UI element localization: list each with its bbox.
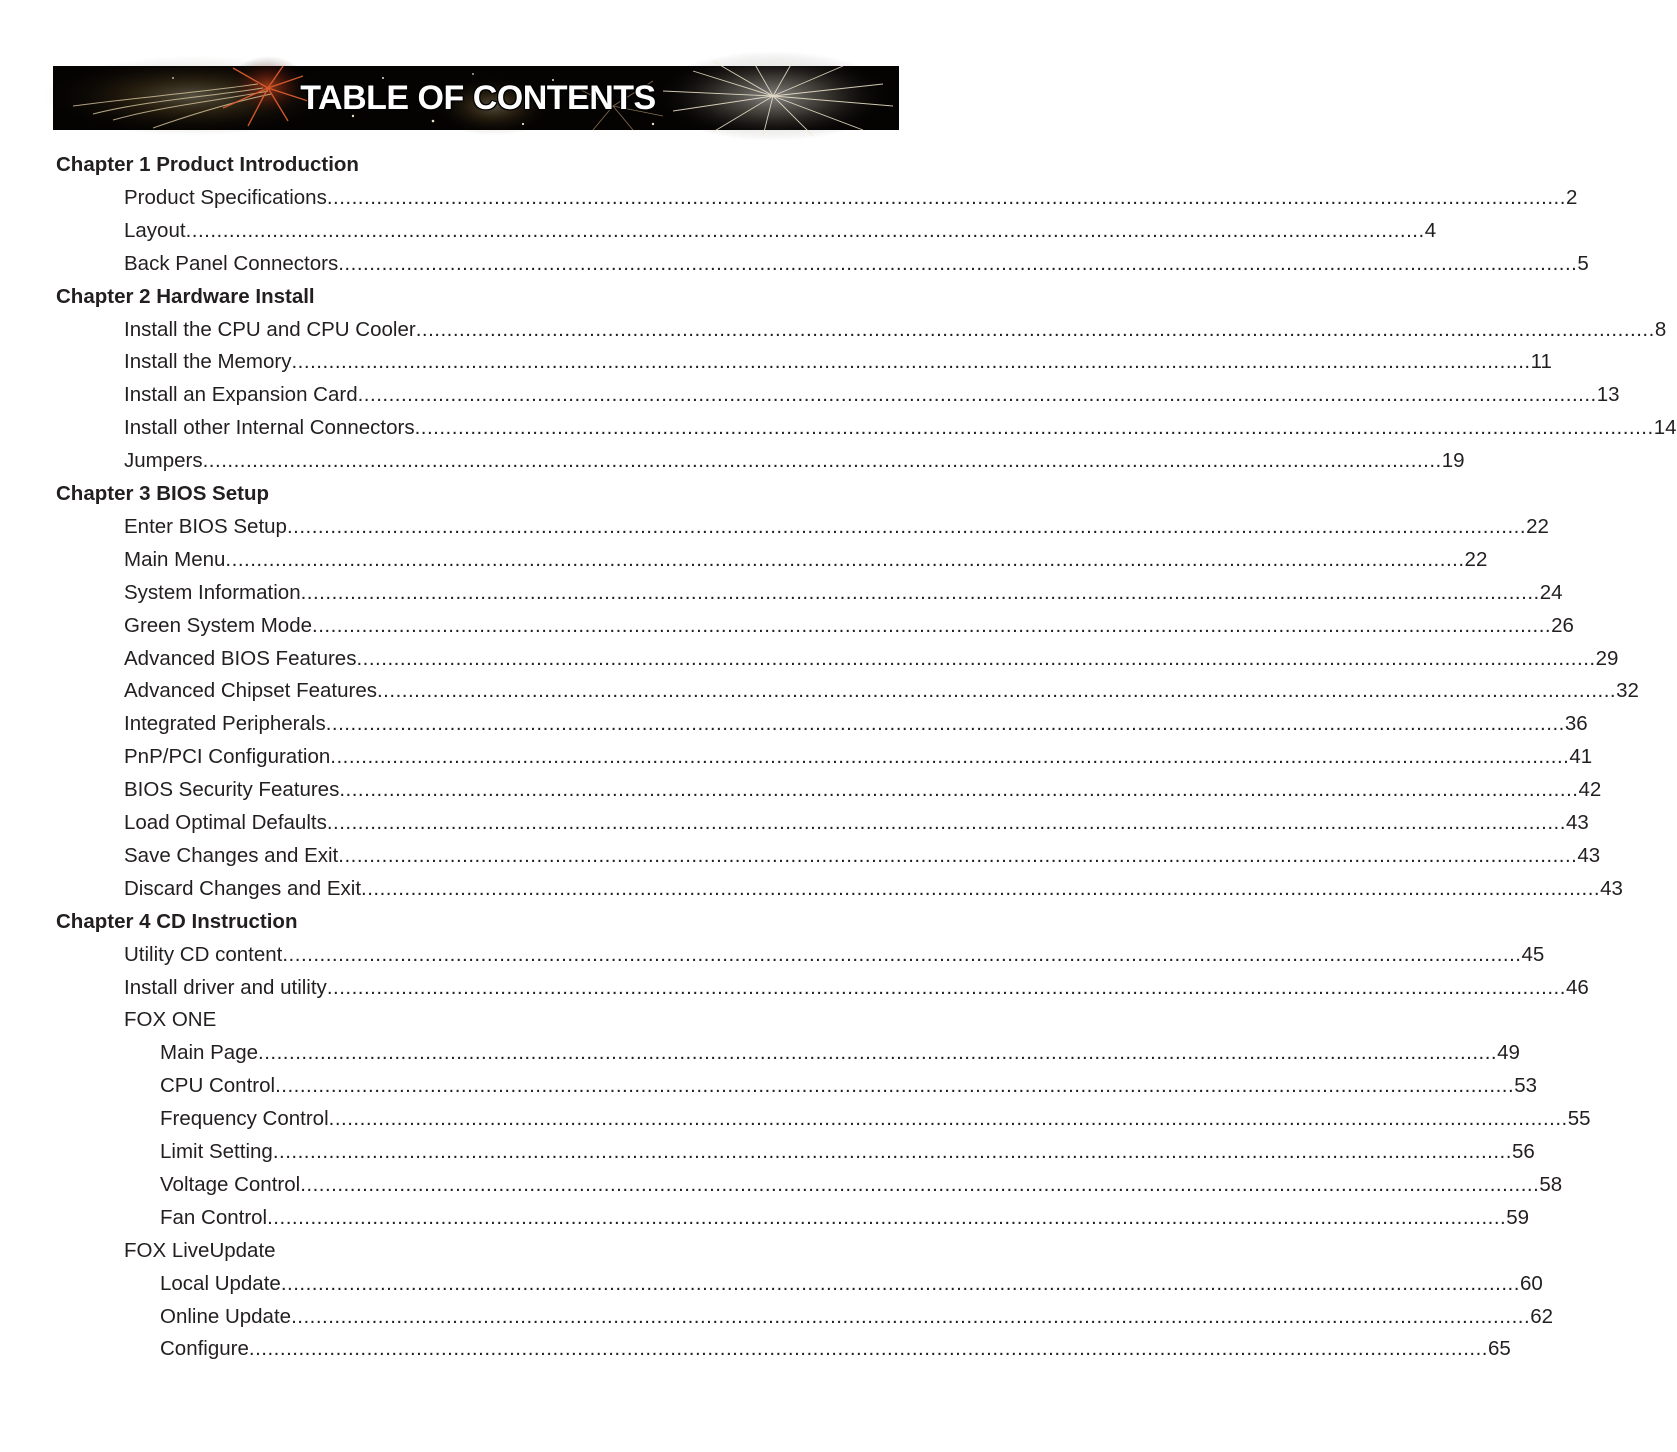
toc-dot-leader: ........................................................................................................................................................................................................ [202, 449, 1442, 473]
toc-dot-leader: ........................................................................................................................................................................................................ [338, 843, 1578, 867]
toc-entry [124, 378, 1620, 411]
toc-entry [160, 1201, 1530, 1234]
toc-entry [124, 707, 1588, 740]
toc-page-number: 41 [1569, 745, 1593, 769]
toc-section-heading: FOX LiveUpdate [124, 1238, 276, 1262]
toc-dot-leader: ........................................................................................................................................................................................................ [185, 218, 1425, 242]
toc-page-number: 22 [1464, 547, 1488, 571]
toc-entry-label: CPU Control [160, 1074, 276, 1098]
toc-entry [124, 674, 1639, 707]
toc-entry [124, 576, 1563, 609]
toc-dot-leader: ........................................................................................................................................................................................................ [267, 1205, 1507, 1229]
toc-entry [124, 247, 1589, 280]
toc-dot-leader: ........................................................................................................................................................................................................ [225, 547, 1465, 571]
toc-dot-leader: ........................................................................................................................................................................................................ [272, 1140, 1512, 1163]
toc-page-number: 56 [1511, 1140, 1535, 1163]
toc-dot-leader: ........................................................................................................................................................................................................ [291, 350, 1531, 374]
toc-entry-label: PnP/PCI Configuration [124, 745, 331, 769]
toc-dot-leader: ........................................................................................................................................................................................................ [415, 317, 1655, 341]
toc-entry-label: Online Update [160, 1304, 292, 1328]
toc-entry-label: Local Update [160, 1271, 281, 1295]
toc-entry [160, 1267, 1543, 1300]
toc-page-number: 19 [1441, 449, 1465, 473]
toc-entry [124, 609, 1574, 642]
toc-entry [124, 510, 1549, 543]
toc-entry-label: Advanced BIOS Features [124, 646, 357, 670]
toc-entry [124, 411, 1677, 444]
toc-page-number: 32 [1616, 679, 1639, 703]
toc-page-number: 49 [1497, 1041, 1520, 1065]
toc-entry [160, 1036, 1520, 1069]
toc-entry [124, 543, 1488, 576]
toc-entry [124, 872, 1623, 905]
toc-page-number: 13 [1596, 383, 1620, 407]
toc-page-number: 65 [1488, 1337, 1511, 1361]
toc-page-number: 4 [1424, 218, 1437, 242]
toc-dot-leader: ........................................................................................................................................................................................................ [356, 646, 1596, 670]
toc-entry-label: Install the Memory [124, 350, 292, 374]
toc-entry-label: Frequency Control [160, 1107, 329, 1131]
toc-entry [160, 1300, 1553, 1333]
toc-entry [124, 740, 1593, 773]
toc-page-number: 36 [1564, 712, 1588, 736]
toc-entry [124, 214, 1437, 247]
toc-entry [160, 1069, 1537, 1102]
toc-entry [124, 938, 1545, 971]
toc-page-number: 53 [1514, 1074, 1537, 1098]
toc-entry [160, 1135, 1535, 1168]
toc-entry-label: Enter BIOS Setup [124, 514, 287, 538]
toc-section-heading: FOX ONE [124, 1008, 217, 1032]
toc-entry-label: Discard Changes and Exit [124, 876, 362, 900]
toc-dot-leader: ........................................................................................................................................................................................................ [300, 580, 1540, 604]
toc-entry [124, 313, 1667, 346]
toc-chapter-heading: Chapter 4 CD Instruction [56, 909, 298, 933]
toc-dot-leader: ........................................................................................................................................................................................................ [361, 876, 1601, 900]
toc-entry-label: Install an Expansion Card [124, 383, 358, 407]
toc-page-number: 22 [1526, 514, 1549, 538]
toc-dot-leader: ........................................................................................................................................................................................................ [325, 712, 1565, 736]
toc-entry-label: Green System Mode [124, 613, 312, 637]
toc-dot-leader: ........................................................................................................................................................................................................ [300, 1172, 1540, 1196]
toc-entry-label: Save Changes and Exit [124, 843, 339, 867]
toc-entry-label: Layout [124, 218, 186, 242]
toc-entry-label: Jumpers [124, 449, 203, 473]
toc-page-number: 43 [1565, 811, 1589, 834]
toc-entry-label: Install driver and utility [124, 975, 327, 999]
toc-entry [124, 971, 1589, 1004]
toc-entry [124, 444, 1465, 477]
toc-page-number: 55 [1567, 1107, 1591, 1131]
toc-dot-leader: ........................................................................................................................................................................................................ [282, 942, 1522, 966]
toc-page-number: 58 [1539, 1172, 1563, 1196]
toc-entry-label: Product Specifications [124, 185, 327, 209]
toc-entry-label: Utility CD content [124, 942, 283, 966]
toc-entry-label: Integrated Peripherals [124, 712, 326, 736]
toc-entry-label: Load Optimal Defaults [124, 811, 327, 834]
toc-dot-leader: ........................................................................................................................................................................................................ [248, 1337, 1489, 1361]
toc-dot-leader: ........................................................................................................................................................................................................ [275, 1074, 1515, 1098]
toc-entry-label: Back Panel Connectors [124, 251, 339, 275]
toc-dot-leader: ........................................................................................................................................................................................................ [258, 1041, 1498, 1065]
toc-dot-leader: ........................................................................................................................................................................................................ [286, 514, 1527, 538]
toc-page-number: 26 [1551, 613, 1574, 637]
toc-entry [124, 642, 1619, 675]
toc-dot-leader: ........................................................................................................................................................................................................ [312, 613, 1552, 637]
toc-page-number: 60 [1519, 1271, 1543, 1295]
toc-dot-leader: ........................................................................................................................................................................................................ [330, 745, 1570, 769]
toc-page-number: 43 [1600, 876, 1623, 900]
toc-entry-label: Voltage Control [160, 1172, 301, 1196]
toc-banner [53, 66, 899, 130]
toc-entry-label: Fan Control [160, 1205, 268, 1229]
toc-entry [160, 1102, 1591, 1135]
toc-entry-label: BIOS Security Features [124, 778, 340, 802]
toc-page-number: 14 [1653, 416, 1677, 440]
toc-entry-label: Configure [160, 1337, 249, 1361]
toc-page-number: 59 [1506, 1205, 1530, 1229]
toc-page-number: 29 [1595, 646, 1619, 670]
toc-entry [124, 839, 1601, 872]
toc-entry [124, 773, 1602, 806]
toc-chapter-heading: Chapter 2 Hardware Install [56, 284, 315, 308]
toc-dot-leader: ........................................................................................................................................................................................................ [328, 1107, 1568, 1131]
toc-entry-label: Limit Setting [160, 1140, 273, 1163]
toc-page-number: 43 [1577, 843, 1601, 867]
toc-entry-label: Install the CPU and CPU Cooler [124, 317, 416, 341]
toc-dot-leader: ........................................................................................................................................................................................................ [326, 185, 1566, 209]
toc-dot-leader: ........................................................................................................................................................................................................ [376, 679, 1617, 703]
toc-page-number: 11 [1530, 350, 1552, 374]
toc-entry-label: Install other Internal Connectors [124, 416, 415, 440]
toc-page-number: 45 [1521, 942, 1545, 966]
toc-page-number: 62 [1530, 1304, 1553, 1328]
toc-dot-leader: ........................................................................................................................................................................................................ [326, 811, 1566, 834]
toc-entry-label: System Information [124, 580, 301, 604]
toc-dot-leader: ........................................................................................................................................................................................................ [414, 416, 1654, 440]
toc-entry [160, 1168, 1563, 1201]
toc-page-number: 2 [1565, 185, 1578, 209]
toc-page-number: 42 [1578, 778, 1602, 802]
toc-page-number: 5 [1577, 251, 1589, 275]
toc-entry [160, 1332, 1511, 1365]
toc-page-number: 8 [1654, 317, 1667, 341]
toc-entry-label: Advanced Chipset Features [124, 679, 377, 703]
toc-page-number: 46 [1565, 975, 1589, 999]
toc-dot-leader: ........................................................................................................................................................................................................ [339, 778, 1579, 802]
page-title: TABLE OF CONTENTS [300, 79, 656, 117]
toc-dot-leader: ........................................................................................................................................................................................................ [291, 1304, 1531, 1328]
toc-chapter-heading: Chapter 3 BIOS Setup [56, 482, 270, 505]
toc-chapter-heading: Chapter 1 Product Introduction [56, 153, 359, 176]
toc-entry-label: Main Page [160, 1041, 259, 1065]
toc-entry-label: Main Menu [124, 547, 226, 571]
toc-entry [124, 806, 1589, 839]
toc-dot-leader: ........................................................................................................................................................................................................ [280, 1271, 1520, 1295]
toc-dot-leader: ........................................................................................................................................................................................................ [326, 975, 1566, 999]
toc-entry [124, 181, 1578, 214]
toc-dot-leader: ........................................................................................................................................................................................................ [357, 383, 1597, 407]
toc-dot-leader: ........................................................................................................................................................................................................ [338, 251, 1578, 275]
toc-page-number: 24 [1539, 580, 1563, 604]
toc-entry [124, 345, 1552, 378]
